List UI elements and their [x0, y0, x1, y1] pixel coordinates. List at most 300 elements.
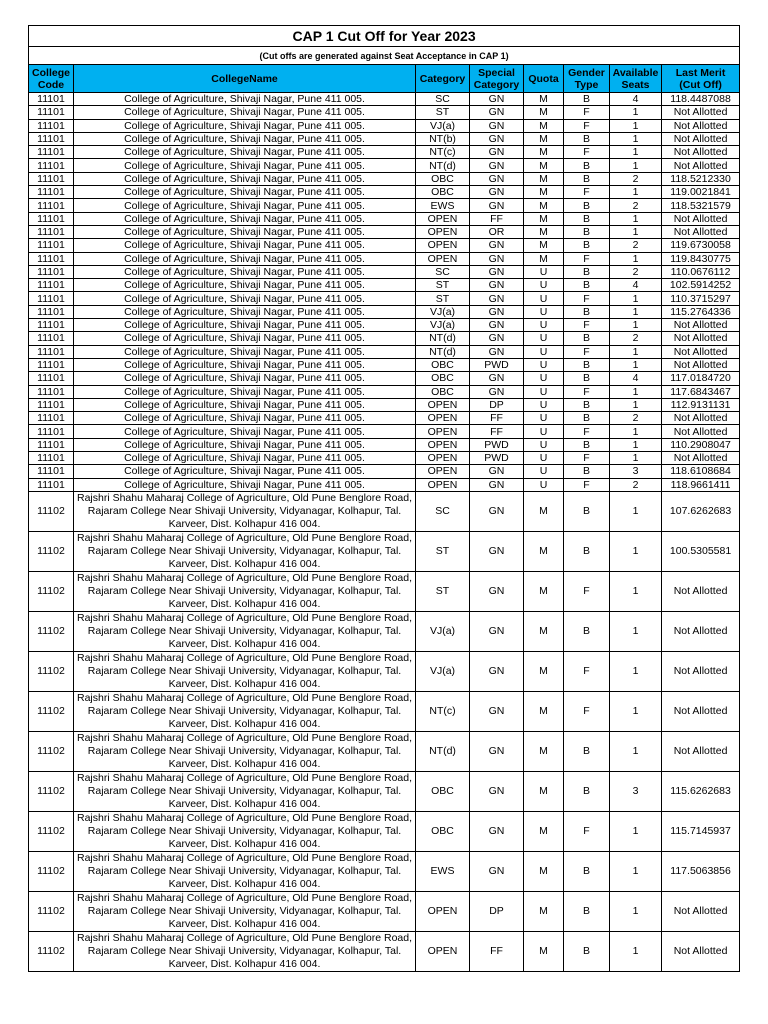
category-cell: OBC [416, 771, 470, 811]
college-name-cell: College of Agriculture, Shivaji Nagar, Pune 411 005. [74, 398, 416, 411]
category-cell: OPEN [416, 239, 470, 252]
special-category-cell: PWD [470, 452, 524, 465]
quota-cell: M [524, 571, 564, 611]
college-name-cell: College of Agriculture, Shivaji Nagar, Pune 411 005. [74, 93, 416, 106]
table-row [29, 292, 740, 305]
quota-cell: U [524, 412, 564, 425]
table-row [29, 186, 740, 199]
available-seats-cell: 1 [610, 491, 662, 531]
quota-cell: M [524, 851, 564, 891]
available-seats-cell: 1 [610, 358, 662, 371]
college-name-cell: College of Agriculture, Shivaji Nagar, Pune 411 005. [74, 319, 416, 332]
college-code-cell: 11102 [29, 611, 74, 651]
last-merit-cell: Not Allotted [662, 611, 740, 651]
quota-cell: M [524, 651, 564, 691]
available-seats-cell: 1 [610, 731, 662, 771]
category-cell: VJ(a) [416, 305, 470, 318]
college-name-cell: College of Agriculture, Shivaji Nagar, Pune 411 005. [74, 438, 416, 451]
college-name-cell: College of Agriculture, Shivaji Nagar, Pune 411 005. [74, 452, 416, 465]
available-seats-cell: 1 [610, 212, 662, 225]
quota-cell: M [524, 225, 564, 238]
table-row [29, 146, 740, 159]
last-merit-cell: 119.6730058 [662, 239, 740, 252]
gender-type-cell: F [564, 146, 610, 159]
column-header-row [29, 65, 740, 93]
college-name-cell: College of Agriculture, Shivaji Nagar, Pune 411 005. [74, 172, 416, 185]
special-category-cell: GN [470, 531, 524, 571]
college-name-cell: Rajshri Shahu Maharaj College of Agriculture, Old Pune Benglore Road, Rajaram College Near Shivaji University, Vidyanagar, Kolhapur, Tal. Karveer, Dist. Kolhapur 416 004. [74, 651, 416, 691]
special-category-cell: FF [470, 931, 524, 971]
table-row [29, 425, 740, 438]
college-name-cell: College of Agriculture, Shivaji Nagar, Pune 411 005. [74, 412, 416, 425]
college-code-cell: 11101 [29, 319, 74, 332]
college-code-cell: 11101 [29, 438, 74, 451]
table-row [29, 611, 740, 651]
special-category-cell: GN [470, 345, 524, 358]
college-name-cell: College of Agriculture, Shivaji Nagar, Pune 411 005. [74, 225, 416, 238]
available-seats-cell: 1 [610, 425, 662, 438]
table-row [29, 571, 740, 611]
quota-cell: M [524, 159, 564, 172]
last-merit-cell: Not Allotted [662, 225, 740, 238]
table-row [29, 212, 740, 225]
college-name-cell: College of Agriculture, Shivaji Nagar, Pune 411 005. [74, 425, 416, 438]
special-category-cell: GN [470, 279, 524, 292]
college-name-cell: College of Agriculture, Shivaji Nagar, Pune 411 005. [74, 465, 416, 478]
quota-cell: M [524, 811, 564, 851]
gender-type-cell: B [564, 491, 610, 531]
category-cell: OBC [416, 385, 470, 398]
college-code-cell: 11101 [29, 106, 74, 119]
last-merit-cell: Not Allotted [662, 651, 740, 691]
college-name-cell: Rajshri Shahu Maharaj College of Agriculture, Old Pune Benglore Road, Rajaram College Near Shivaji University, Vidyanagar, Kolhapur, Tal. Karveer, Dist. Kolhapur 416 004. [74, 891, 416, 931]
category-cell: OPEN [416, 452, 470, 465]
college-name-cell: College of Agriculture, Shivaji Nagar, Pune 411 005. [74, 159, 416, 172]
available-seats-cell: 1 [610, 146, 662, 159]
last-merit-cell: 117.0184720 [662, 372, 740, 385]
college-name-cell: College of Agriculture, Shivaji Nagar, Pune 411 005. [74, 332, 416, 345]
category-cell: EWS [416, 851, 470, 891]
quota-cell: M [524, 199, 564, 212]
special-category-cell: GN [470, 199, 524, 212]
last-merit-cell: Not Allotted [662, 106, 740, 119]
special-category-cell: PWD [470, 438, 524, 451]
last-merit-cell: 119.8430775 [662, 252, 740, 265]
college-name-cell: Rajshri Shahu Maharaj College of Agriculture, Old Pune Benglore Road, Rajaram College Near Shivaji University, Vidyanagar, Kolhapur, Tal. Karveer, Dist. Kolhapur 416 004. [74, 531, 416, 571]
college-code-cell: 11101 [29, 292, 74, 305]
category-cell: NT(d) [416, 731, 470, 771]
last-merit-cell: 117.5063856 [662, 851, 740, 891]
last-merit-cell: 100.5305581 [662, 531, 740, 571]
available-seats-cell: 1 [610, 452, 662, 465]
header-special-category: Special Category [470, 65, 524, 93]
quota-cell: U [524, 319, 564, 332]
last-merit-cell: Not Allotted [662, 345, 740, 358]
college-name-cell: Rajshri Shahu Maharaj College of Agriculture, Old Pune Benglore Road, Rajaram College Near Shivaji University, Vidyanagar, Kolhapur, Tal. Karveer, Dist. Kolhapur 416 004. [74, 771, 416, 811]
special-category-cell: GN [470, 265, 524, 278]
table-row [29, 452, 740, 465]
college-name-cell: College of Agriculture, Shivaji Nagar, Pune 411 005. [74, 279, 416, 292]
special-category-cell: GN [470, 252, 524, 265]
available-seats-cell: 4 [610, 372, 662, 385]
header-gender-type: Gender Type [564, 65, 610, 93]
last-merit-cell: Not Allotted [662, 571, 740, 611]
gender-type-cell: B [564, 372, 610, 385]
college-code-cell: 11101 [29, 199, 74, 212]
gender-type-cell: B [564, 931, 610, 971]
table-row [29, 319, 740, 332]
college-name-cell: College of Agriculture, Shivaji Nagar, Pune 411 005. [74, 345, 416, 358]
college-name-cell: College of Agriculture, Shivaji Nagar, Pune 411 005. [74, 106, 416, 119]
special-category-cell: GN [470, 691, 524, 731]
college-code-cell: 11102 [29, 771, 74, 811]
header-college-name: CollegeName [74, 65, 416, 93]
college-code-cell: 11101 [29, 172, 74, 185]
college-code-cell: 11102 [29, 931, 74, 971]
special-category-cell: GN [470, 319, 524, 332]
college-code-cell: 11101 [29, 239, 74, 252]
header-quota: Quota [524, 65, 564, 93]
special-category-cell: GN [470, 292, 524, 305]
category-cell: OPEN [416, 891, 470, 931]
category-cell: OPEN [416, 931, 470, 971]
college-name-cell: Rajshri Shahu Maharaj College of Agriculture, Old Pune Benglore Road, Rajaram College Near Shivaji University, Vidyanagar, Kolhapur, Tal. Karveer, Dist. Kolhapur 416 004. [74, 491, 416, 531]
quota-cell: M [524, 172, 564, 185]
category-cell: OPEN [416, 465, 470, 478]
category-cell: OBC [416, 172, 470, 185]
last-merit-cell: Not Allotted [662, 132, 740, 145]
category-cell: NT(c) [416, 146, 470, 159]
table-row [29, 398, 740, 411]
available-seats-cell: 1 [610, 119, 662, 132]
college-code-cell: 11101 [29, 412, 74, 425]
special-category-cell: GN [470, 186, 524, 199]
college-code-cell: 11102 [29, 571, 74, 611]
special-category-cell: GN [470, 332, 524, 345]
last-merit-cell: 119.0021841 [662, 186, 740, 199]
last-merit-cell: Not Allotted [662, 425, 740, 438]
last-merit-cell: 118.4487088 [662, 93, 740, 106]
available-seats-cell: 1 [610, 292, 662, 305]
last-merit-cell: 115.6262683 [662, 771, 740, 811]
category-cell: NT(c) [416, 691, 470, 731]
special-category-cell: GN [470, 106, 524, 119]
quota-cell: U [524, 425, 564, 438]
college-code-cell: 11102 [29, 651, 74, 691]
category-cell: OPEN [416, 212, 470, 225]
college-code-cell: 11101 [29, 332, 74, 345]
available-seats-cell: 1 [610, 186, 662, 199]
college-name-cell: College of Agriculture, Shivaji Nagar, Pune 411 005. [74, 265, 416, 278]
college-code-cell: 11101 [29, 119, 74, 132]
page-subtitle: (Cut offs are generated against Seat Acceptance in CAP 1) [29, 47, 740, 65]
gender-type-cell: B [564, 265, 610, 278]
college-name-cell: College of Agriculture, Shivaji Nagar, Pune 411 005. [74, 199, 416, 212]
category-cell: VJ(a) [416, 651, 470, 691]
quota-cell: U [524, 358, 564, 371]
quota-cell: U [524, 292, 564, 305]
gender-type-cell: B [564, 239, 610, 252]
quota-cell: M [524, 186, 564, 199]
college-code-cell: 11102 [29, 731, 74, 771]
available-seats-cell: 1 [610, 531, 662, 571]
college-name-cell: College of Agriculture, Shivaji Nagar, Pune 411 005. [74, 252, 416, 265]
header-last-merit: Last Merit (Cut Off) [662, 65, 740, 93]
special-category-cell: GN [470, 132, 524, 145]
gender-type-cell: B [564, 731, 610, 771]
special-category-cell: GN [470, 611, 524, 651]
quota-cell: M [524, 239, 564, 252]
college-code-cell: 11101 [29, 345, 74, 358]
available-seats-cell: 1 [610, 691, 662, 731]
gender-type-cell: F [564, 571, 610, 611]
special-category-cell: PWD [470, 358, 524, 371]
category-cell: OPEN [416, 412, 470, 425]
gender-type-cell: F [564, 478, 610, 491]
college-code-cell: 11101 [29, 186, 74, 199]
category-cell: NT(d) [416, 159, 470, 172]
table-row [29, 199, 740, 212]
gender-type-cell: F [564, 385, 610, 398]
category-cell: OPEN [416, 398, 470, 411]
category-cell: NT(d) [416, 345, 470, 358]
last-merit-cell: Not Allotted [662, 332, 740, 345]
last-merit-cell: 118.9661411 [662, 478, 740, 491]
quota-cell: U [524, 372, 564, 385]
special-category-cell: DP [470, 398, 524, 411]
category-cell: NT(b) [416, 132, 470, 145]
college-name-cell: College of Agriculture, Shivaji Nagar, Pune 411 005. [74, 305, 416, 318]
table-row [29, 265, 740, 278]
category-cell: SC [416, 491, 470, 531]
gender-type-cell: B [564, 172, 610, 185]
quota-cell: U [524, 265, 564, 278]
college-code-cell: 11101 [29, 385, 74, 398]
page-title: CAP 1 Cut Off for Year 2023 [29, 26, 740, 47]
last-merit-cell: 118.5212330 [662, 172, 740, 185]
quota-cell: U [524, 332, 564, 345]
special-category-cell: GN [470, 478, 524, 491]
gender-type-cell: F [564, 292, 610, 305]
college-name-cell: Rajshri Shahu Maharaj College of Agriculture, Old Pune Benglore Road, Rajaram College Near Shivaji University, Vidyanagar, Kolhapur, Tal. Karveer, Dist. Kolhapur 416 004. [74, 931, 416, 971]
last-merit-cell: 118.6108684 [662, 465, 740, 478]
available-seats-cell: 1 [610, 891, 662, 931]
gender-type-cell: F [564, 319, 610, 332]
gender-type-cell: B [564, 199, 610, 212]
last-merit-cell: 110.3715297 [662, 292, 740, 305]
special-category-cell: GN [470, 771, 524, 811]
available-seats-cell: 4 [610, 93, 662, 106]
table-row [29, 651, 740, 691]
special-category-cell: GN [470, 491, 524, 531]
gender-type-cell: F [564, 811, 610, 851]
header-college-code: College Code [29, 65, 74, 93]
quota-cell: M [524, 93, 564, 106]
available-seats-cell: 1 [610, 106, 662, 119]
special-category-cell: GN [470, 731, 524, 771]
college-code-cell: 11101 [29, 465, 74, 478]
last-merit-cell: Not Allotted [662, 931, 740, 971]
table-row [29, 465, 740, 478]
category-cell: EWS [416, 199, 470, 212]
quota-cell: M [524, 531, 564, 571]
available-seats-cell: 1 [610, 811, 662, 851]
quota-cell: U [524, 452, 564, 465]
table-row [29, 491, 740, 531]
special-category-cell: FF [470, 412, 524, 425]
available-seats-cell: 1 [610, 345, 662, 358]
college-code-cell: 11101 [29, 452, 74, 465]
category-cell: ST [416, 571, 470, 611]
last-merit-cell: Not Allotted [662, 358, 740, 371]
college-code-cell: 11102 [29, 891, 74, 931]
gender-type-cell: F [564, 651, 610, 691]
gender-type-cell: B [564, 531, 610, 571]
table-body [29, 93, 740, 972]
category-cell: OPEN [416, 252, 470, 265]
category-cell: OBC [416, 358, 470, 371]
quota-cell: M [524, 611, 564, 651]
available-seats-cell: 1 [610, 398, 662, 411]
college-name-cell: College of Agriculture, Shivaji Nagar, Pune 411 005. [74, 132, 416, 145]
gender-type-cell: B [564, 305, 610, 318]
special-category-cell: GN [470, 119, 524, 132]
last-merit-cell: Not Allotted [662, 891, 740, 931]
quota-cell: M [524, 252, 564, 265]
quota-cell: U [524, 345, 564, 358]
table-row [29, 332, 740, 345]
special-category-cell: GN [470, 305, 524, 318]
gender-type-cell: F [564, 452, 610, 465]
category-cell: VJ(a) [416, 611, 470, 651]
available-seats-cell: 1 [610, 319, 662, 332]
category-cell: VJ(a) [416, 119, 470, 132]
special-category-cell: GN [470, 159, 524, 172]
available-seats-cell: 2 [610, 332, 662, 345]
college-name-cell: College of Agriculture, Shivaji Nagar, Pune 411 005. [74, 239, 416, 252]
header-available-seats: Available Seats [610, 65, 662, 93]
special-category-cell: GN [470, 239, 524, 252]
available-seats-cell: 2 [610, 199, 662, 212]
college-name-cell: Rajshri Shahu Maharaj College of Agriculture, Old Pune Benglore Road, Rajaram College Near Shivaji University, Vidyanagar, Kolhapur, Tal. Karveer, Dist. Kolhapur 416 004. [74, 731, 416, 771]
available-seats-cell: 1 [610, 305, 662, 318]
category-cell: ST [416, 106, 470, 119]
last-merit-cell: 102.5914252 [662, 279, 740, 292]
table-row [29, 252, 740, 265]
last-merit-cell: Not Allotted [662, 319, 740, 332]
college-name-cell: Rajshri Shahu Maharaj College of Agriculture, Old Pune Benglore Road, Rajaram College Near Shivaji University, Vidyanagar, Kolhapur, Tal. Karveer, Dist. Kolhapur 416 004. [74, 811, 416, 851]
gender-type-cell: F [564, 345, 610, 358]
table-row [29, 225, 740, 238]
available-seats-cell: 1 [610, 252, 662, 265]
available-seats-cell: 1 [610, 159, 662, 172]
college-code-cell: 11101 [29, 146, 74, 159]
college-code-cell: 11102 [29, 531, 74, 571]
category-cell: VJ(a) [416, 319, 470, 332]
special-category-cell: GN [470, 811, 524, 851]
quota-cell: M [524, 106, 564, 119]
college-code-cell: 11101 [29, 225, 74, 238]
college-name-cell: College of Agriculture, Shivaji Nagar, Pune 411 005. [74, 372, 416, 385]
table-row [29, 385, 740, 398]
gender-type-cell: B [564, 93, 610, 106]
college-code-cell: 11101 [29, 265, 74, 278]
quota-cell: M [524, 119, 564, 132]
available-seats-cell: 1 [610, 385, 662, 398]
special-category-cell: GN [470, 571, 524, 611]
college-code-cell: 11102 [29, 691, 74, 731]
last-merit-cell: Not Allotted [662, 731, 740, 771]
table-row [29, 279, 740, 292]
available-seats-cell: 1 [610, 571, 662, 611]
gender-type-cell: B [564, 332, 610, 345]
last-merit-cell: 118.5321579 [662, 199, 740, 212]
table-row [29, 305, 740, 318]
category-cell: ST [416, 531, 470, 571]
college-name-cell: College of Agriculture, Shivaji Nagar, Pune 411 005. [74, 186, 416, 199]
quota-cell: M [524, 731, 564, 771]
available-seats-cell: 2 [610, 239, 662, 252]
last-merit-cell: Not Allotted [662, 119, 740, 132]
college-code-cell: 11101 [29, 305, 74, 318]
special-category-cell: FF [470, 425, 524, 438]
special-category-cell: GN [470, 385, 524, 398]
college-name-cell: College of Agriculture, Shivaji Nagar, Pune 411 005. [74, 146, 416, 159]
last-merit-cell: Not Allotted [662, 159, 740, 172]
available-seats-cell: 1 [610, 851, 662, 891]
available-seats-cell: 1 [610, 611, 662, 651]
quota-cell: U [524, 478, 564, 491]
table-row [29, 412, 740, 425]
last-merit-cell: Not Allotted [662, 412, 740, 425]
college-code-cell: 11102 [29, 851, 74, 891]
gender-type-cell: F [564, 691, 610, 731]
cutoff-sheet [28, 25, 739, 972]
college-name-cell: College of Agriculture, Shivaji Nagar, Pune 411 005. [74, 119, 416, 132]
table-row [29, 891, 740, 931]
category-cell: OPEN [416, 425, 470, 438]
gender-type-cell: F [564, 425, 610, 438]
category-cell: OPEN [416, 225, 470, 238]
special-category-cell: DP [470, 891, 524, 931]
last-merit-cell: 110.2908047 [662, 438, 740, 451]
available-seats-cell: 4 [610, 279, 662, 292]
table-row [29, 119, 740, 132]
gender-type-cell: F [564, 106, 610, 119]
special-category-cell: FF [470, 212, 524, 225]
last-merit-cell: 117.6843467 [662, 385, 740, 398]
gender-type-cell: F [564, 186, 610, 199]
special-category-cell: GN [470, 651, 524, 691]
special-category-cell: GN [470, 146, 524, 159]
special-category-cell: GN [470, 172, 524, 185]
quota-cell: U [524, 385, 564, 398]
college-name-cell: College of Agriculture, Shivaji Nagar, Pune 411 005. [74, 212, 416, 225]
gender-type-cell: B [564, 225, 610, 238]
available-seats-cell: 2 [610, 265, 662, 278]
quota-cell: U [524, 438, 564, 451]
table-row [29, 159, 740, 172]
college-name-cell: College of Agriculture, Shivaji Nagar, Pune 411 005. [74, 478, 416, 491]
gender-type-cell: B [564, 212, 610, 225]
gender-type-cell: B [564, 132, 610, 145]
category-cell: NT(d) [416, 332, 470, 345]
table-row [29, 106, 740, 119]
quota-cell: U [524, 465, 564, 478]
available-seats-cell: 1 [610, 132, 662, 145]
gender-type-cell: B [564, 611, 610, 651]
table-row [29, 345, 740, 358]
